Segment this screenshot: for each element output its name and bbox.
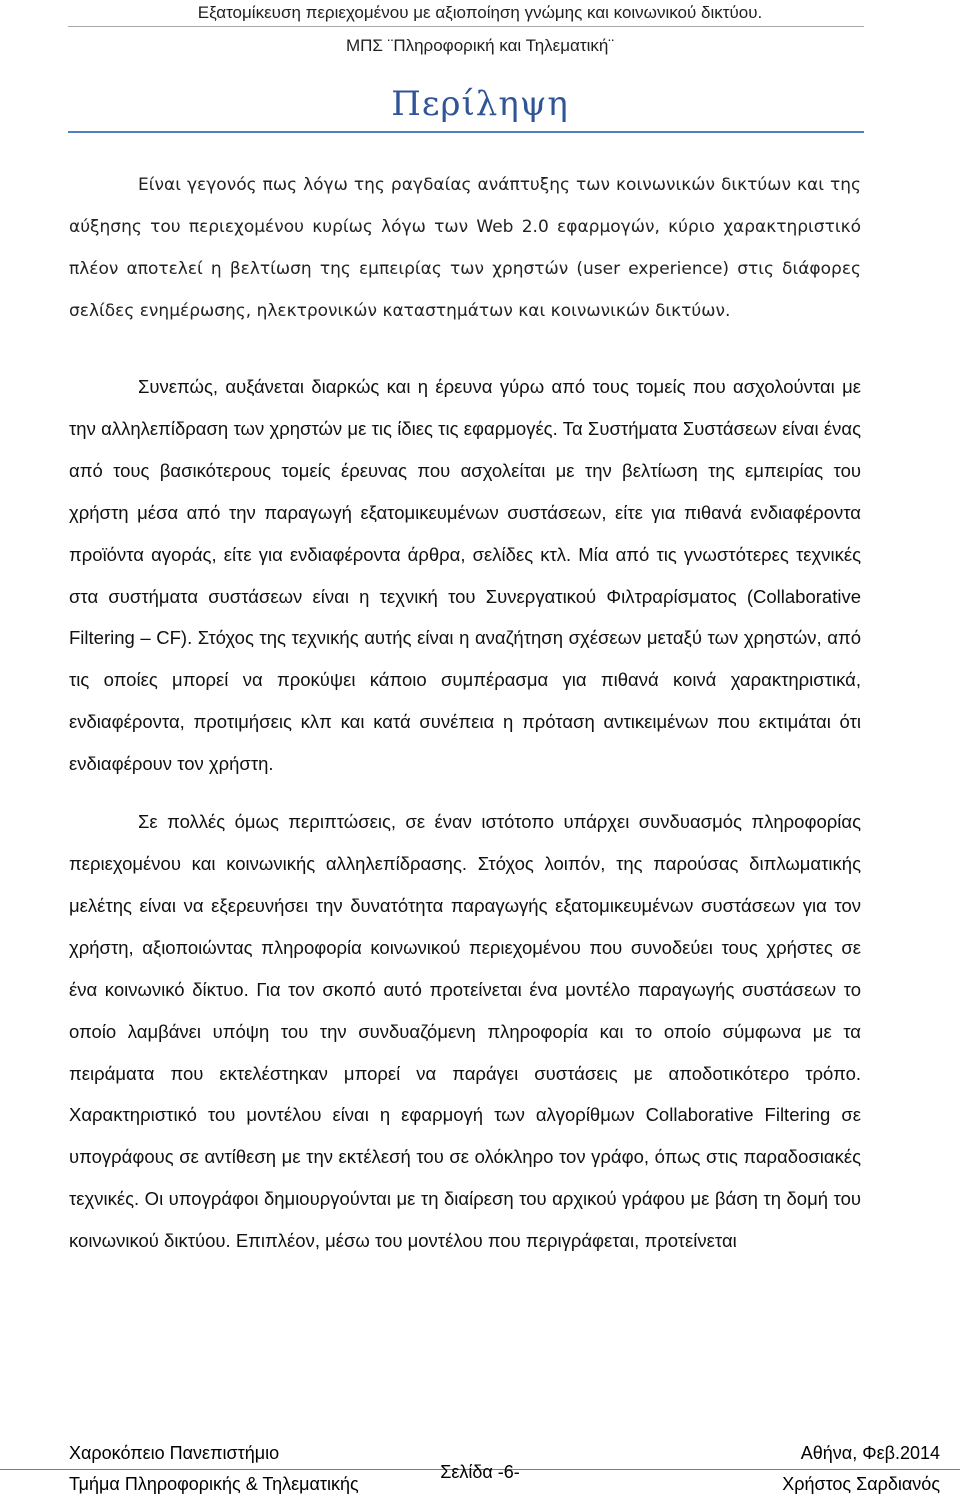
footer-university: Χαροκόπειο Πανεπιστήμιο bbox=[69, 1443, 280, 1463]
paragraph-2: Συνεπώς, αυξάνεται διαρκώς και η έρευνα γύρω από τους τομείς που ασχολούνται με την αλληλεπίδραση των χρηστών με τις ίδιες τις εφαρμογές. Τα Συστήματα Συστάσεων είναι ένας από τους βασικότερους τομείς έρευνας που ασχολείται με την βελτίωση της εμπειρίας του χρήστη μέσα από την παραγωγή εξατομικευμένων συστάσεων, είτε για πιθανά ενδιαφέροντα προϊόντα αγοράς, είτε για ενδιαφέροντα άρθρα, σελίδες κτλ. Μία από τις γνωστότερες τεχνικές στα συστήματα συστάσεων είναι η τεχνική του Συνεργατικού Φιλτραρίσματος (Collaborative Filtering – CF). Στόχος της τεχνικής αυτής είναι η αναζήτηση σχέσεων μεταξύ των χρηστών, από τις οποίες μπορεί να προκύψει κάποιο συμπέρασμα για πιθανά κοινά χαρακτηριστικά, ενδιαφέροντα, προτιμήσεις κλπ και κατά συνέπεια η πρόταση αντικειμένων που εκτιμάται ότι ενδιαφέρουν τον χρήστη. bbox=[69, 376, 861, 775]
title-underline bbox=[68, 131, 864, 133]
footer-page-number: Σελίδα -6- bbox=[440, 1462, 520, 1482]
header-document-title: Εξατομίκευση περιεχομένου με αξιοποίηση γνώμης και κοινωνικού δικτύου. bbox=[197, 3, 763, 22]
page-title: Περίληψη bbox=[391, 84, 569, 124]
footer-date: Αθήνα, Φεβ.2014 bbox=[800, 1443, 940, 1463]
abstract-body bbox=[69, 164, 861, 1262]
paragraph-1: Είναι γεγονός πως λόγω της ραγδαίας ανάπτυξης των κοινωνικών δικτύων και της αύξησης του περιεχομένου κυρίως λόγω των Web 2.0 εφαρμογών, κύριο χαρακτηριστικό πλέον αποτελεί η βελτίωση της εμπειρίας των χρηστών (user experience) στις διάφορες σελίδες ενημέρωσης, ηλεκτρονικών καταστημάτων και κοινωνικών δικτύων. bbox=[69, 175, 861, 321]
header-divider bbox=[68, 26, 864, 27]
paragraph-3: Σε πολλές όμως περιπτώσεις, σε έναν ιστότοπο υπάρχει συνδυασμός πληροφορίας περιεχομένου και κοινωνικής αλληλεπίδρασης. Στόχος λοιπόν, της παρούσας διπλωματικής μελέτης είναι να εξερευνήσει την δυνατότητα παραγωγής εξατομικευμένων συστάσεων για τον χρήστη, αξιοποιώντας πληροφορία κοινωνικού περιεχομένου που συνοδεύει τους χρήστες σε ένα κοινωνικό δίκτυο. Για τον σκοπό αυτό προτείνεται ένα μοντέλο παραγωγής συστάσεων το οποίο λαμβάνει υπόψη του την συνδυαζόμενη πληροφορία και το οποίο σύμφωνα με τα πειράματα που εκτελέστηκαν μπορεί να παράγει συστάσεις με αποδοτικότερο τρόπο. Χαρακτηριστικό του μοντέλου είναι η εφαρμογή των αλγορίθμων Collaborative Filtering σε υπογράφους σε αντίθεση με την εκτέλεσή του σε ολόκληρο τον γράφο, όπως στις παραδοσιακές τεχνικές. Οι υπογράφοι δημιουργούνται με τη διαίρεση του αρχικού γράφου με βάση τη δομή του κοινωνικού δικτύου. Επιπλέον, μέσω του μοντέλου που περιγράφεται, προτείνεται bbox=[69, 811, 861, 1252]
footer-author: Χρήστος Σαρδιανός bbox=[782, 1474, 940, 1494]
header-program-name: ΜΠΣ ¨Πληροφορική και Τηλεματική¨ bbox=[345, 36, 614, 55]
footer-department: Τμήμα Πληροφορικής & Τηλεματικής bbox=[69, 1474, 359, 1494]
